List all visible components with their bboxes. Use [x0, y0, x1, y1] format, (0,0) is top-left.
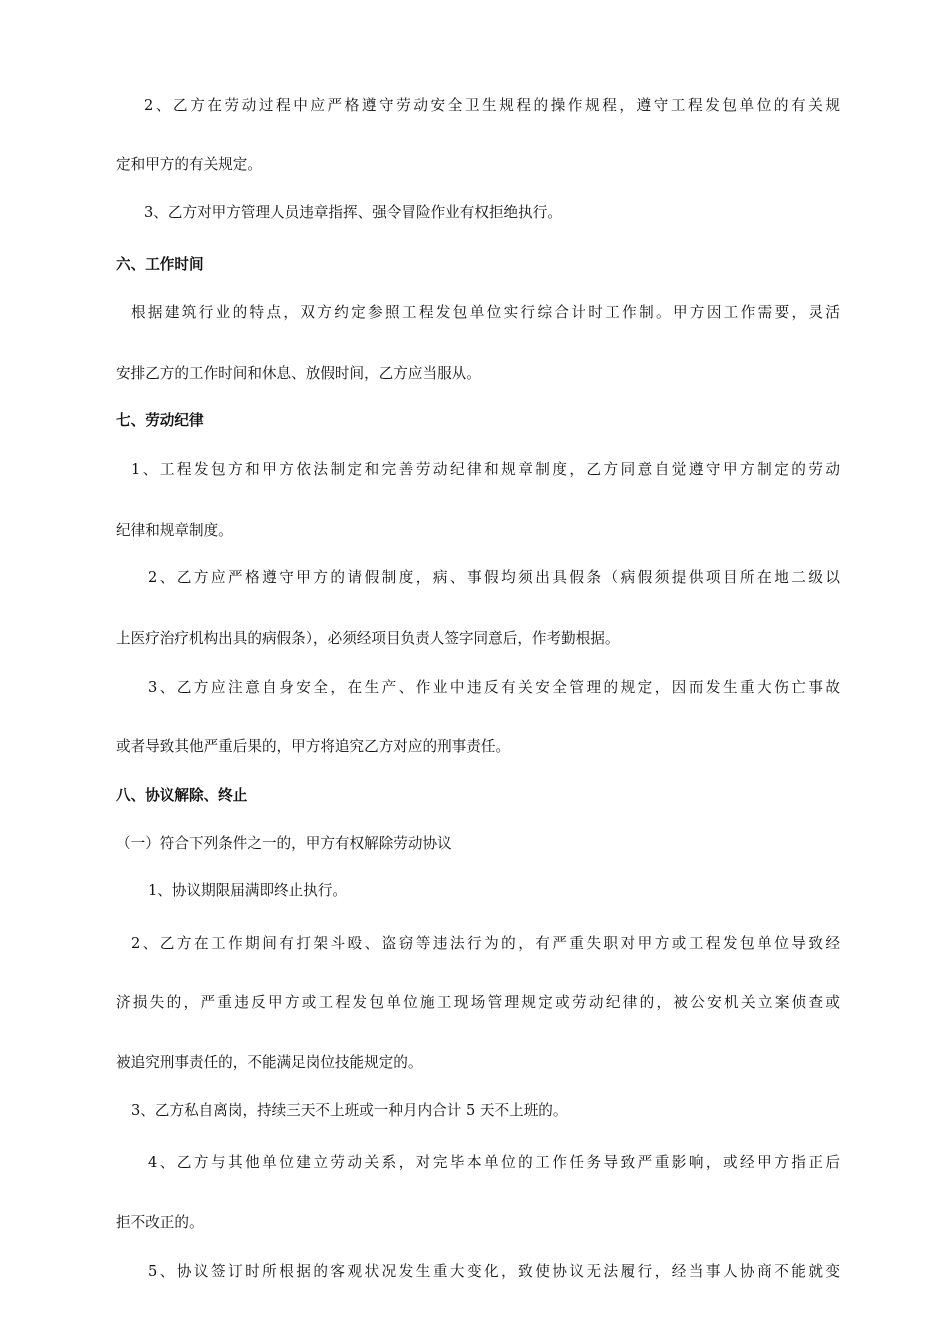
paragraph-line: 3、乙方应注意自身安全，在生产、作业中违反有关安全管理的规定，因而发生重大伤亡事故 [148, 679, 840, 696]
paragraph-line: 1、工程发包方和甲方依法制定和完善劳动纪律和规章制度，乙方同意自觉遵守甲方制定的劳动 [131, 461, 840, 478]
subsection-heading: （一）符合下列条件之一的，甲方有权解除劳动协议 [116, 835, 452, 852]
section-heading: 八、协议解除、终止 [116, 787, 248, 804]
paragraph-line: 2、乙方应严格遵守甲方的请假制度，病、事假均须出具假条（病假须提供项目所在地二级以 [148, 569, 840, 586]
paragraph-line: 3、乙方对甲方管理人员违章指挥、强令冒险作业有权拒绝执行。 [144, 204, 562, 221]
section-heading: 七、劳动纪律 [116, 412, 204, 429]
paragraph-line: 安排乙方的工作时间和休息、放假时间，乙方应当服从。 [116, 365, 481, 382]
paragraph-line: 3、乙方私自离岗，持续三天不上班或一种月内合计 5 天不上班的。 [131, 1102, 568, 1119]
paragraph-line: 济损失的，严重违反甲方或工程发包单位施工现场管理规定或劳动纪律的，被公安机关立案侦查或 [116, 994, 840, 1011]
paragraph-line: 纪律和规章制度。 [116, 522, 233, 539]
paragraph-line: 1、协议期限届满即终止执行。 [148, 882, 348, 899]
paragraph-line: 根据建筑行业的特点，双方约定参照工程发包单位实行综合计时工作制。甲方因工作需要，灵活 [131, 304, 840, 321]
paragraph-line: 拒不改正的。 [116, 1214, 204, 1231]
paragraph-line: 上医疗治疗机构出具的病假条），必须经项目负责人签字同意后，作考勤根据。 [116, 630, 620, 647]
paragraph-line: 被追究刑事责任的，不能满足岗位技能规定的。 [116, 1054, 423, 1071]
paragraph-line: 定和甲方的有关规定。 [116, 156, 262, 173]
paragraph-line: 2、乙方在工作期间有打架斗殴、盗窃等违法行为的，有严重失职对甲方或工程发包单位导致经 [131, 935, 840, 952]
paragraph-line: 4、乙方与其他单位建立劳动关系，对完毕本单位的工作任务导致严重影响，或经甲方指正后 [148, 1154, 840, 1171]
paragraph-line: 2、乙方在劳动过程中应严格遵守劳动安全卫生规程的操作规程，遵守工程发包单位的有关规 [144, 97, 840, 114]
paragraph-line: 或者导致其他严重后果的，甲方将追究乙方对应的刑事责任。 [116, 738, 511, 755]
paragraph-line: 5、协议签订时所根据的客观状况发生重大变化，致使协议无法履行，经当事人协商不能就变 [148, 1263, 840, 1280]
section-heading: 六、工作时间 [116, 256, 204, 273]
